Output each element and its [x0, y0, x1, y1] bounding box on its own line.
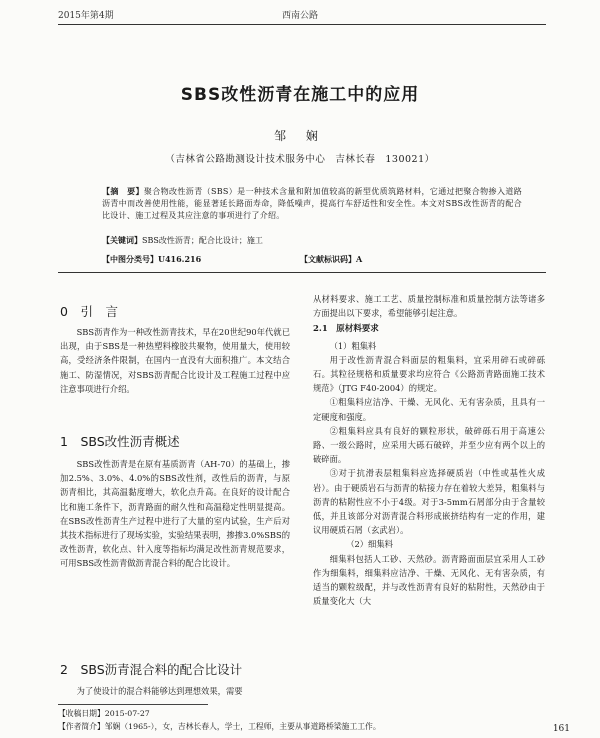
- footnote-received-date: 【收稿日期】2015-07-27: [58, 709, 150, 718]
- author-name: 邹 娴: [274, 129, 326, 143]
- paragraph: SBS沥青作为一种改性沥青技术，早在20世纪90年代就已出现，由于SBS是一种热塑料橡胶共聚物，使用量大，使用较高，受经济条件限制，在国内一直没有大面积推广。本文结合施工、防湿情况，对SBS沥青配合比设计及工程施工过程中应注意事项进行介绍。: [60, 327, 290, 394]
- keywords: [102, 235, 522, 246]
- paragraph: ①粗集料应洁净、干燥、无风化、无有害杂质，且具有一定硬度和强度。: [313, 397, 545, 422]
- paragraph: SBS改性沥青是在原有基质沥青（AH-70）的基础上，掺加2.5%、3.0%、4.0%的SBS改性剂，改性后的沥青，与原沥青相比，其高温黏度增大，软化点升高。在良好的设计配合比和施工条件下，沥青路面的耐久性和高温稳定性明显提高。在SBS改性沥青生产过程中进行了大量的室内试验，生产后对其技术指标进行了现场实验，实验结果表明，掺掺3.0%SBS的改性沥青，软化点、针入度等指标均满足改性沥青规范要求，可用SBS改性沥青做沥青混合料的配合比设计。: [60, 459, 290, 569]
- abstract-text: 聚合物改性沥青（SBS）是一种技术含量和附加值较高的新型优质筑路材料，它通过把聚合物掺入道路沥青中而改善使用性能，能显著延长路面寿命，降低噪声，提高行车舒适性和安全性。本文对SBS改性沥青的配合比设计、施工过程及其应注意的事项进行了介绍。: [102, 187, 522, 220]
- subsection-2-1-heading: 2.1 原材料要求: [313, 324, 379, 335]
- author-affiliation: （吉林省公路勘测设计技术服务中心 吉林长春 130021）: [165, 154, 435, 165]
- right-column: [313, 292, 545, 608]
- keywords-text: SBS改性沥青；配合比设计；施工: [142, 236, 263, 245]
- section-0-body: [60, 325, 290, 396]
- item-coarse-aggregate-heading: （1）粗集料: [329, 340, 377, 351]
- journal-name: 西南公路: [281, 11, 318, 21]
- abstract-rule: [58, 272, 546, 273]
- journal-issue: 2015年第4期: [58, 11, 114, 21]
- classification-value: U416.216: [158, 254, 202, 264]
- classification-number: [102, 254, 201, 265]
- page-number: 161: [552, 724, 570, 734]
- abstract: [102, 185, 522, 222]
- doc-code-value: A: [356, 254, 363, 264]
- paragraph: 细集料包括人工砂、天然砂。沥青路面面层宜采用人工砂作为细集料，细集料应洁净、干燥、无风化、无有害杂质，有适当的颗粒级配，并与改性沥青有良好的粘附性，天然砂由于质量变化大（大: [313, 553, 545, 607]
- keywords-label: 【关键词】: [102, 235, 142, 245]
- footnote-rule: [58, 704, 208, 705]
- paragraph: ③对于抗滑表层粗集料应选择硬质岩（中性或基性火成岩）。由于硬质岩石与沥青的粘接力存在着较大差异，粗集料与沥青的粘附性应不小于4级。对于3-5mm石屑部分由于含量较低，并且该部分对沥青混合料形成嵌挤结构有一定的作用，建议用硬质石屑（玄武岩）。: [313, 468, 545, 536]
- paragraph-continued: 从材料要求、施工工艺、质量控制标准和质量控制方法等诸多方面提出以下要求，希望能够引起注意。: [313, 294, 545, 319]
- abstract-label: 【摘 要】: [102, 186, 144, 196]
- article-title: SBS改性沥青在施工中的应用: [180, 85, 420, 105]
- section-1-body: [60, 457, 290, 571]
- doc-code-label: 【文献标识码】: [300, 254, 356, 264]
- paragraph: ②粗集料应具有良好的颗粒形状，破碎砾石用于高速公路、一级公路时，应采用大砾石破碎，并至少应有两个以上的破碎面。: [313, 425, 545, 465]
- paragraph: 为了使设计的混合料能够达到理想效果，需要: [76, 686, 243, 696]
- section-2-body: [60, 684, 290, 698]
- item-fine-aggregate-heading: （2）细集料: [346, 539, 393, 550]
- header-rule: [58, 24, 546, 25]
- footnote-author-bio: 【作者简介】邹娴（1965-），女，吉林长春人，学士，工程师，主要从事道路桥梁施工工作。: [58, 722, 381, 731]
- section-1-heading: 1 SBS改性沥青概述: [60, 434, 180, 449]
- paragraph: 用于改性沥青混合料面层的粗集料，宜采用碎石或碎砾石。其粒径规格和质量要求均应符合《公路沥青路面施工技术规范》（JTG F40-2004）的规定。: [313, 354, 545, 394]
- document-code: [300, 254, 362, 265]
- section-0-heading: 0 引 言: [60, 304, 118, 319]
- section-2-heading: 2 SBS沥青混合料的配合比设计: [60, 662, 243, 677]
- classification-label: 【中图分类号】: [102, 254, 158, 264]
